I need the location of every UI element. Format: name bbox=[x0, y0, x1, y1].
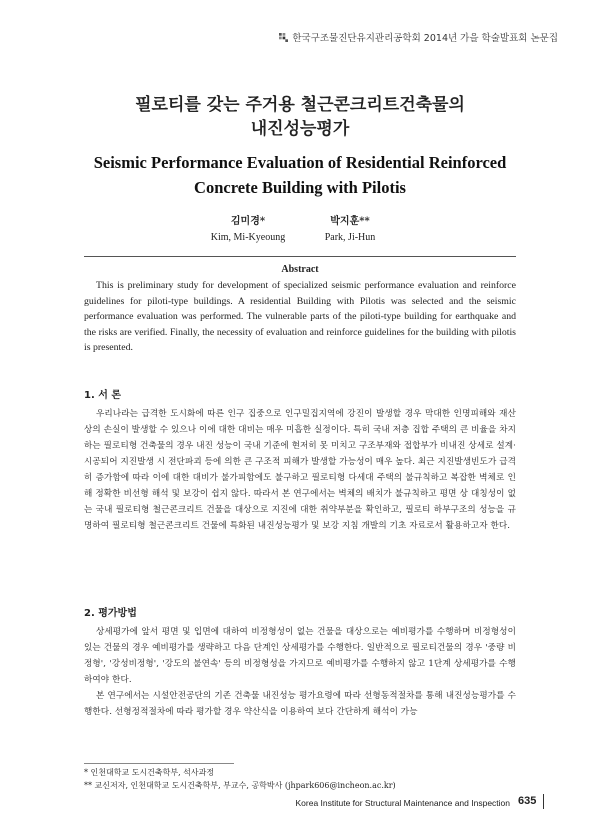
korean-title-line1: 필로티를 갖는 주거용 철근콘크리트건축물의 bbox=[135, 95, 465, 115]
section-1-heading: 1. 서 론 bbox=[84, 390, 122, 401]
journal-name: 한국구조물진단유지관리공학회 2014년 가을 학술발표회 논문집 bbox=[292, 33, 558, 44]
author-1-korean-name: 김미경* bbox=[230, 216, 266, 227]
page-number-bar bbox=[543, 794, 544, 809]
abstract-divider bbox=[84, 256, 516, 257]
abstract-heading: Abstract bbox=[281, 264, 319, 275]
author-1-english-name: Kim, Mi-Kyeoung bbox=[210, 232, 286, 243]
author-2 bbox=[290, 214, 410, 246]
section-2-heading: 2. 평가방법 bbox=[84, 608, 137, 619]
section-1-body bbox=[84, 406, 516, 534]
author-2-english-name: Park, Ji-Hun bbox=[324, 232, 376, 243]
footer-institute: Korea Institute for Structural Maintenance and Inspection bbox=[295, 798, 510, 808]
footnote-divider bbox=[84, 763, 234, 764]
section-2-paragraph-2: 본 연구에서는 시설안전공단의 기존 건축물 내진성능 평가요령에 따라 선형동적절차를 통해 내진성능평가를 수행한다. 선형정적절차에 따라 평가할 경우 약산식을 이용하여 보다 간단하게 해석이 가능 bbox=[84, 691, 516, 717]
section-1-paragraph: 우리나라는 급격한 도시화에 따른 인구 집중으로 인구밀집지역에 강진이 발생할 경우 막대한 인명피해와 재산상의 손실이 발생할 수 있으나 이에 대한 대비는 매우 미흡한 실정이다. 특히 국내 저층 집합 주택의 큰 비율을 차지하는 필로티형 건축물의 경우 내진 성능이 국내 기준에 현저히 못 미치고 구조부재와 접합부가 비내진 상세로 설계·시공되어 지진발생 시 전단파괴 등에 의한 큰 구조적 피해가 발생할 가능성이 매우 높다. 최근 지진발생빈도가 급격히 증가함에 따라 이에 대한 대비가 불가피함에도 불구하고 필로티형 다세대 주택의 불규칙하고 복잡한 벽체로 인해 정확한 비선형 해석 및 보강이 쉽지 않다. 따라서 본 연구에서는 벽체의 배치가 불규칙하고 평면 상 대칭성이 없는 국내 필로티형 철근콘크리트 건물을 대상으로 지진에 대한 취약부분을 확인하고, 필로티 하부구조의 성능을 규명하여 필로티형 철근콘크리트 건물에 특화된 내진성능평가 및 보강 지침 개발의 기초 자료로서 활용하고자 한다. bbox=[84, 409, 516, 531]
abstract-text: This is preliminary study for development of specialized seismic performance evaluation and reinforce guidelines for piloti-type buildings. A residential Building with Pilotis was selected and the seismic performance evaluation was performed. The vulnerable parts of the piloti-type building for earthquake and the risks are verified. Finally, the necessity of evaluation and reinforce guidelines for the building with pilotis is presented. bbox=[84, 280, 516, 353]
page-number: 635 bbox=[518, 795, 537, 807]
section-2-paragraph-1: 상세평가에 앞서 평면 및 입면에 대하여 비정형성이 없는 건물을 대상으로는 예비평가를 수행하며 비정형성이 있는 건물의 경우 예비평가를 생략하고 다음 단계인 상세평가를 수행한다. 일반적으로 필로티건물의 경우 '중량 비정형', '강성비정형', '강도의 불연속' 등의 비정형성을 가지므로 예비평가를 수행하지 않고 1단계 상세평가를 수행하여야 한다. bbox=[84, 627, 516, 685]
english-title-line1: Seismic Performance Evaluation of Residential Reinforced bbox=[93, 153, 507, 172]
running-header bbox=[279, 30, 558, 44]
section-2-body bbox=[84, 624, 516, 720]
korean-title-line2: 내진성능평가 bbox=[250, 119, 350, 139]
author-2-korean-name: 박지훈** bbox=[330, 216, 370, 227]
footnote-2: ** 교신저자, 인천대학교 도시건축학부, 부교수, 공학박사 (jhpark606@incheon.ac.kr) bbox=[84, 781, 396, 790]
english-title-line2: Concrete Building with Pilotis bbox=[194, 178, 406, 197]
footnote-1: * 인천대학교 도시건축학부, 석사과정 bbox=[84, 768, 215, 777]
journal-logo-icon bbox=[279, 33, 288, 42]
